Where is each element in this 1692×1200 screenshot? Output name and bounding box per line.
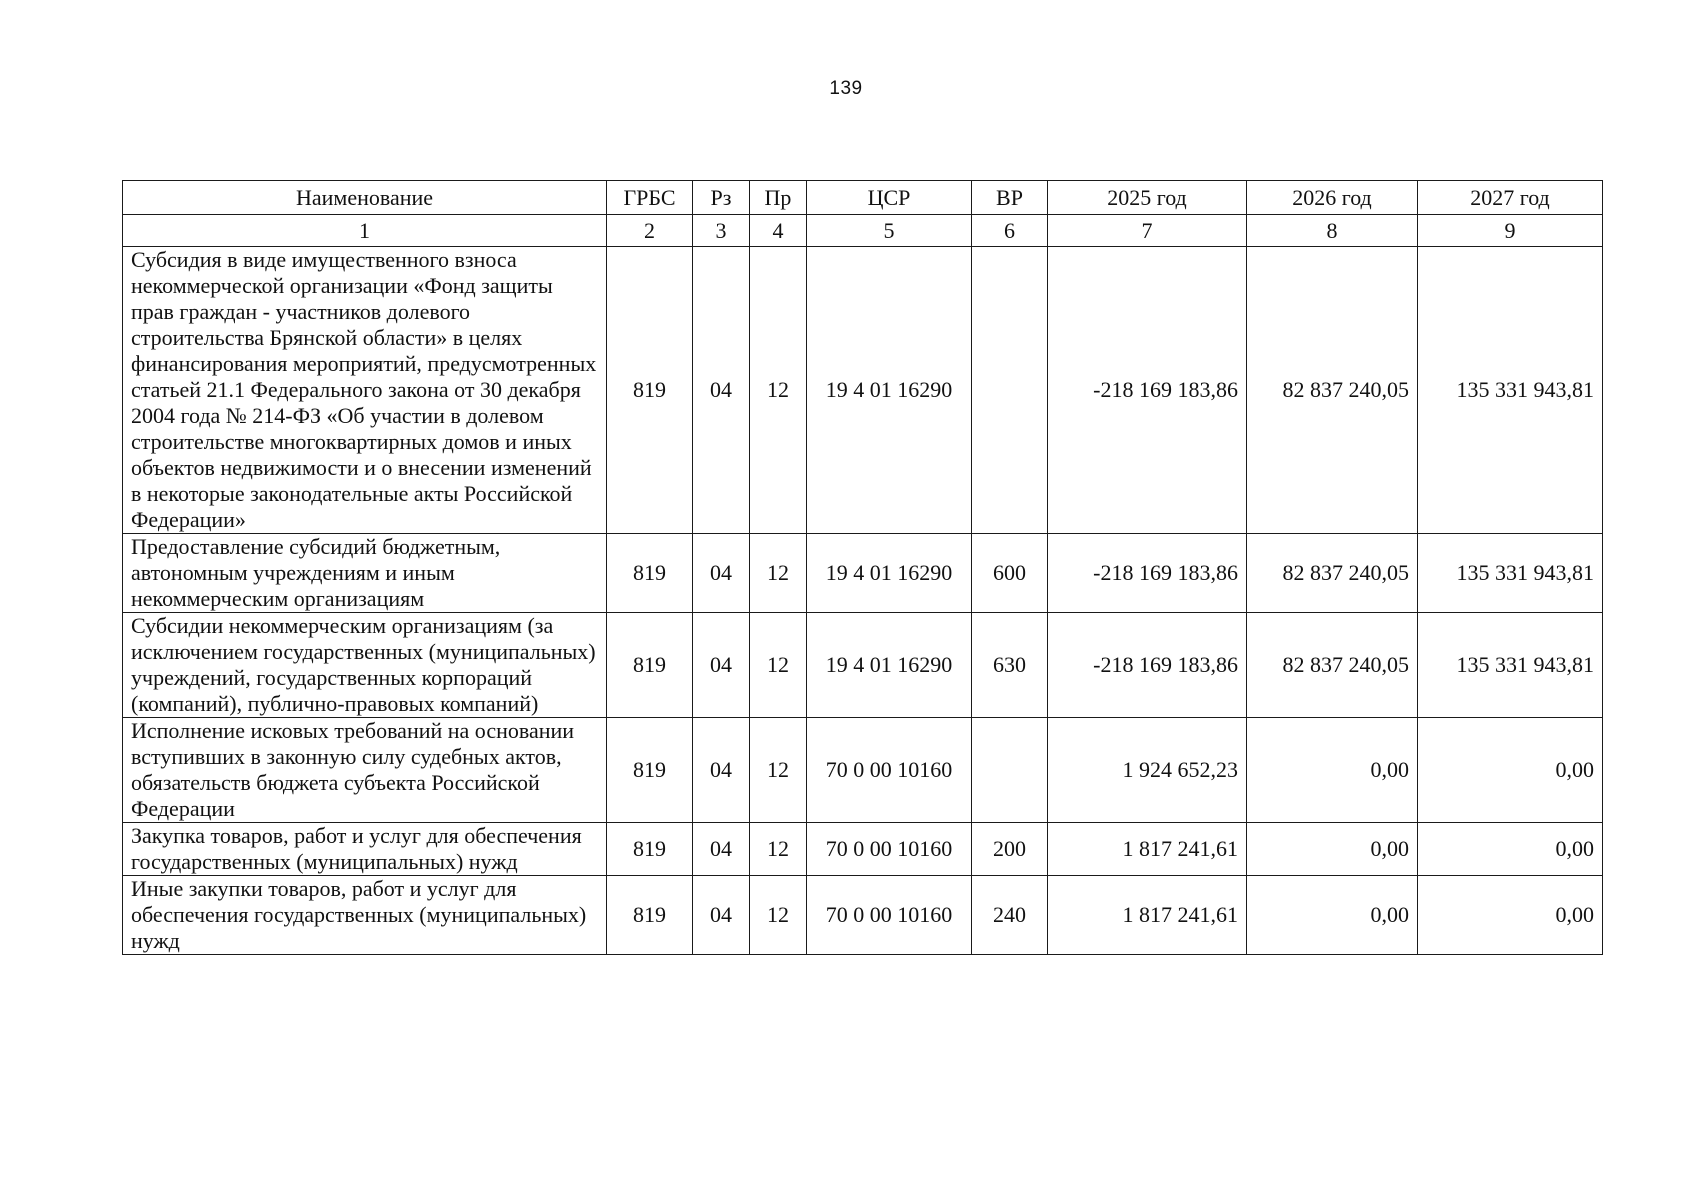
row-grbs: 819 xyxy=(607,534,693,613)
header-csr: ЦСР xyxy=(807,181,972,215)
row-2027: 135 331 943,81 xyxy=(1418,613,1603,718)
row-vr: 630 xyxy=(972,613,1048,718)
row-2025: 1 817 241,61 xyxy=(1048,823,1247,876)
row-grbs: 819 xyxy=(607,876,693,955)
row-csr: 70 0 00 10160 xyxy=(807,823,972,876)
header-2025: 2025 год xyxy=(1048,181,1247,215)
column-number: 8 xyxy=(1247,215,1418,247)
row-vr: 200 xyxy=(972,823,1048,876)
column-number: 7 xyxy=(1048,215,1247,247)
row-pr: 12 xyxy=(750,823,807,876)
row-vr: 600 xyxy=(972,534,1048,613)
row-pr: 12 xyxy=(750,876,807,955)
row-name: Закупка товаров, работ и услуг для обеспечения государственных (муниципальных) нужд xyxy=(123,823,607,876)
budget-table xyxy=(122,180,1603,955)
row-2025: 1 817 241,61 xyxy=(1048,876,1247,955)
row-2025: 1 924 652,23 xyxy=(1048,718,1247,823)
column-number-row xyxy=(123,215,1603,247)
header-2027: 2027 год xyxy=(1418,181,1603,215)
row-pr: 12 xyxy=(750,718,807,823)
row-name: Исполнение исковых требований на основании вступивших в законную силу судебных актов, обязательств бюджета субъекта Российской Федерации xyxy=(123,718,607,823)
column-number: 2 xyxy=(607,215,693,247)
row-grbs: 819 xyxy=(607,613,693,718)
column-number: 4 xyxy=(750,215,807,247)
page-number: 139 xyxy=(829,78,863,99)
row-2026: 0,00 xyxy=(1247,823,1418,876)
row-2025: -218 169 183,86 xyxy=(1048,613,1247,718)
row-csr: 19 4 01 16290 xyxy=(807,247,972,534)
row-grbs: 819 xyxy=(607,718,693,823)
row-name: Субсидии некоммерческим организациям (за исключением государственных (муниципальных) учреждений, государственных корпораций (компаний), публично-правовых компаний) xyxy=(123,613,607,718)
row-pr: 12 xyxy=(750,534,807,613)
row-2026: 0,00 xyxy=(1247,876,1418,955)
column-number: 6 xyxy=(972,215,1048,247)
row-2027: 0,00 xyxy=(1418,876,1603,955)
row-name: Предоставление субсидий бюджетным, автономным учреждениям и иным некоммерческим организациям xyxy=(123,534,607,613)
header-rz: Рз xyxy=(693,181,750,215)
row-vr: 240 xyxy=(972,876,1048,955)
column-number: 3 xyxy=(693,215,750,247)
header-2026: 2026 год xyxy=(1247,181,1418,215)
header-row xyxy=(123,181,1603,215)
column-number: 1 xyxy=(123,215,607,247)
table-row xyxy=(123,247,1603,534)
row-rz: 04 xyxy=(693,613,750,718)
row-rz: 04 xyxy=(693,876,750,955)
row-2026: 82 837 240,05 xyxy=(1247,613,1418,718)
column-number: 5 xyxy=(807,215,972,247)
row-csr: 70 0 00 10160 xyxy=(807,876,972,955)
row-csr: 19 4 01 16290 xyxy=(807,613,972,718)
header-name: Наименование xyxy=(123,181,607,215)
row-rz: 04 xyxy=(693,247,750,534)
row-vr xyxy=(972,718,1048,823)
row-2027: 135 331 943,81 xyxy=(1418,247,1603,534)
row-rz: 04 xyxy=(693,534,750,613)
row-2026: 82 837 240,05 xyxy=(1247,534,1418,613)
row-vr xyxy=(972,247,1048,534)
row-csr: 70 0 00 10160 xyxy=(807,718,972,823)
row-2026: 0,00 xyxy=(1247,718,1418,823)
header-vr: ВР xyxy=(972,181,1048,215)
table-row xyxy=(123,823,1603,876)
row-2027: 0,00 xyxy=(1418,718,1603,823)
row-pr: 12 xyxy=(750,613,807,718)
row-rz: 04 xyxy=(693,823,750,876)
row-csr: 19 4 01 16290 xyxy=(807,534,972,613)
column-number: 9 xyxy=(1418,215,1603,247)
row-grbs: 819 xyxy=(607,247,693,534)
row-2027: 0,00 xyxy=(1418,823,1603,876)
table-row xyxy=(123,718,1603,823)
row-2025: -218 169 183,86 xyxy=(1048,534,1247,613)
table-row xyxy=(123,876,1603,955)
table-row xyxy=(123,613,1603,718)
header-pr: Пр xyxy=(750,181,807,215)
row-2027: 135 331 943,81 xyxy=(1418,534,1603,613)
row-2025: -218 169 183,86 xyxy=(1048,247,1247,534)
table-row xyxy=(123,534,1603,613)
header-grbs: ГРБС xyxy=(607,181,693,215)
row-grbs: 819 xyxy=(607,823,693,876)
row-name: Субсидия в виде имущественного взноса некоммерческой организации «Фонд защиты прав граждан - участников долевого строительства Брянской области» в целях финансирования мероприятий, предусмотренных статьей 21.1 Федерального закона от 30 декабря 2004 года № 214-ФЗ «Об участии в долевом строительстве многоквартирных домов и иных объектов недвижимости и о внесении изменений в некоторые законодательные акты Российской Федерации» xyxy=(123,247,607,534)
row-name: Иные закупки товаров, работ и услуг для обеспечения государственных (муниципальных) нужд xyxy=(123,876,607,955)
row-pr: 12 xyxy=(750,247,807,534)
row-2026: 82 837 240,05 xyxy=(1247,247,1418,534)
row-rz: 04 xyxy=(693,718,750,823)
